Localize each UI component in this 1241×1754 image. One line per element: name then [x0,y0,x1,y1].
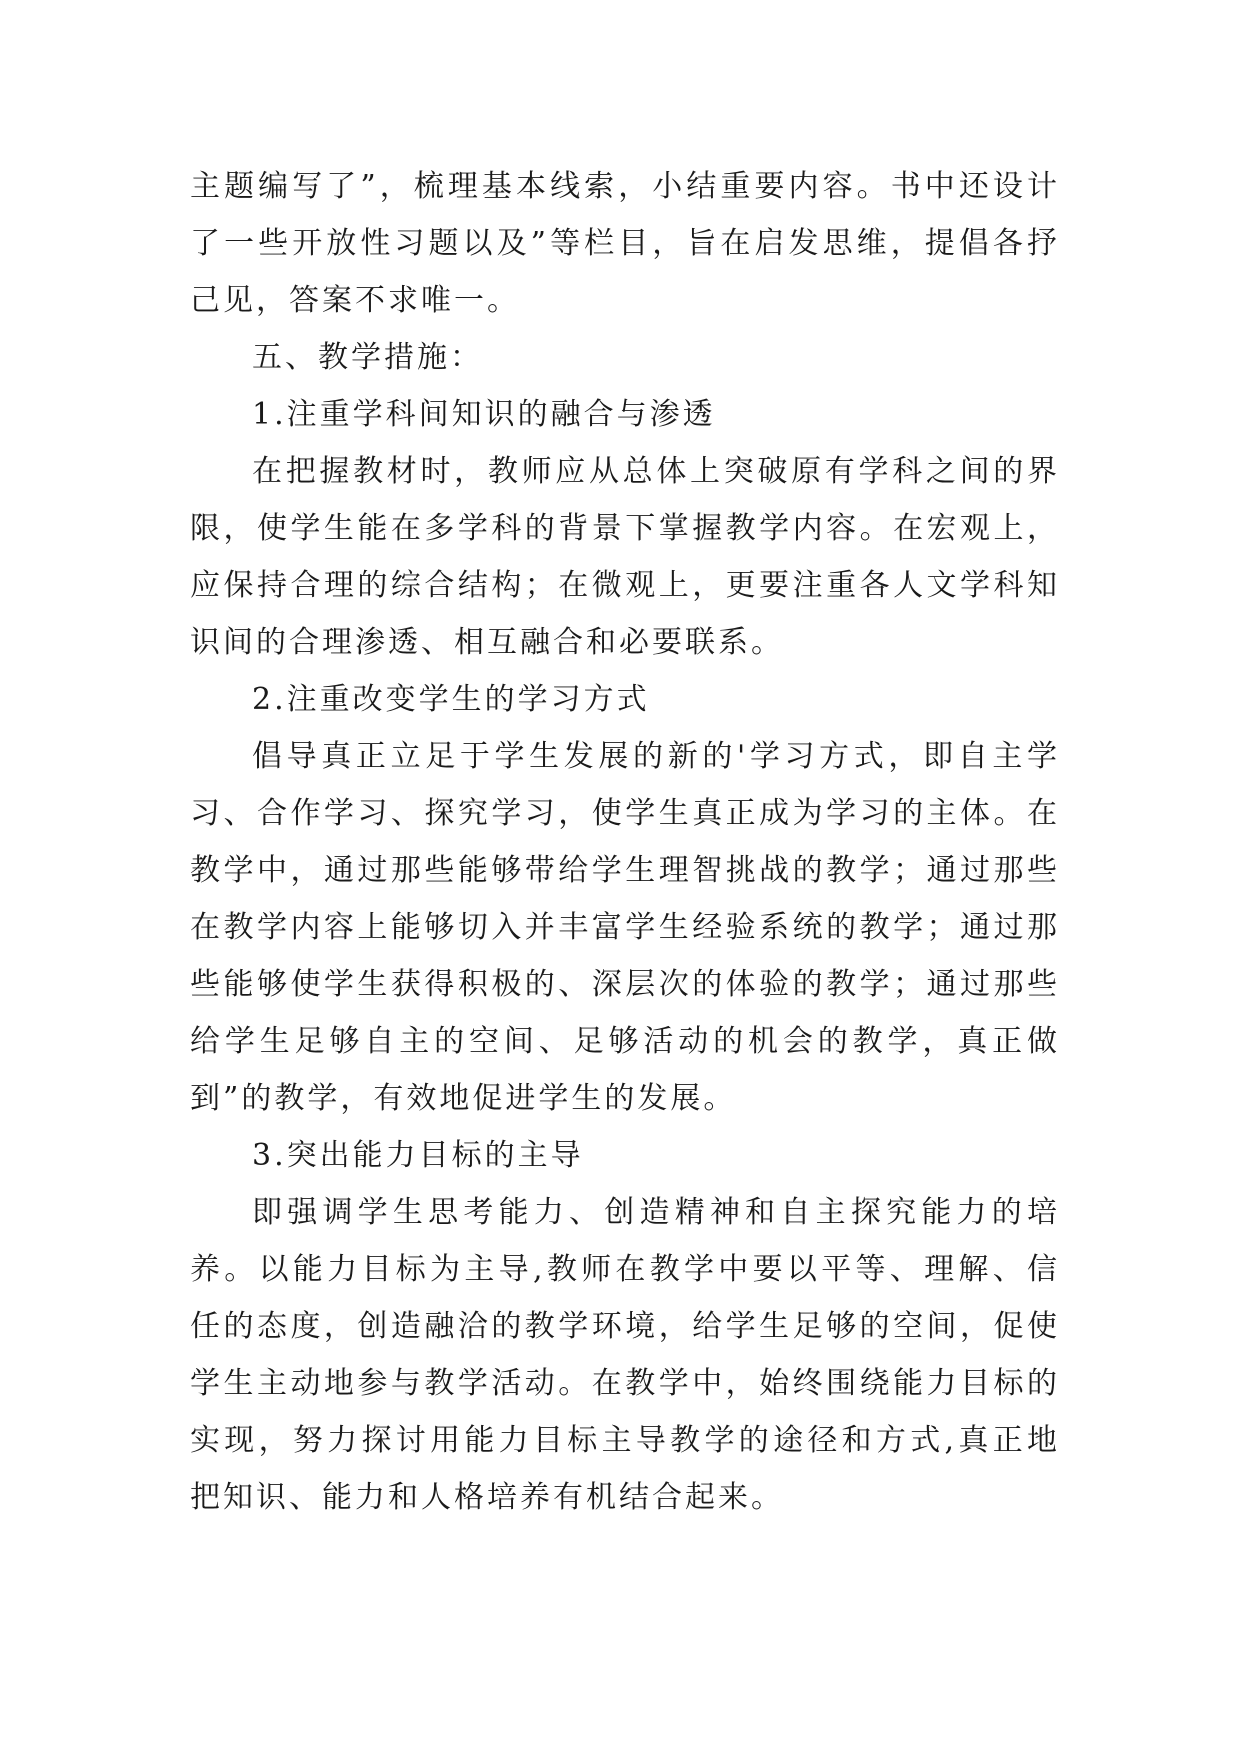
paragraph-measure-2: 倡导真正立足于学生发展的新的'学习方式，即自主学习、合作学习、探究学习，使学生真正成为学习的主体。在教学中，通过那些能够带给学生理智挑战的教学；通过那些在教学内容上能够切入并丰富学生经验系统的教学；通过那些能够使学生获得积极的、深层次的体验的教学；通过那些给学生足够自主的空间、足够活动的机会的教学，真正做到”的教学，有效地促进学生的发展。 [190,739,1060,1116]
subheading-measure-3: 3.突出能力目标的主导 [252,1138,584,1173]
section-heading-teaching-measures: 五、教学措施： [252,340,483,375]
document-body [190,158,1060,1526]
paragraph-measure-1: 在把握教材时，教师应从总体上突破原有学科之间的界限，使学生能在多学科的背景下掌握教学内容。在宏观上，应保持合理的综合结构；在微观上，更要注重各人文学科知识间的合理渗透、相互融合和必要联系。 [190,454,1060,660]
subheading-measure-1: 1.注重学科间知识的融合与渗透 [252,397,716,432]
subheading-measure-2: 2.注重改变学生的学习方式 [252,682,650,717]
paragraph-measure-3: 即强调学生思考能力、创造精神和自主探究能力的培养。以能力目标为主导,教师在教学中要以平等、理解、信任的态度，创造融洽的教学环境，给学生足够的空间，促使学生主动地参与教学活动。在教学中，始终围绕能力目标的实现，努力探讨用能力目标主导教学的途径和方式,真正地把知识、能力和人格培养有机结合起来。 [190,1195,1060,1515]
paragraph-intro-continuation: 主题编写了”，梳理基本线索，小结重要内容。书中还设计了一些开放性习题以及”等栏目，旨在启发思维，提倡各抒己见，答案不求唯一。 [190,169,1060,318]
